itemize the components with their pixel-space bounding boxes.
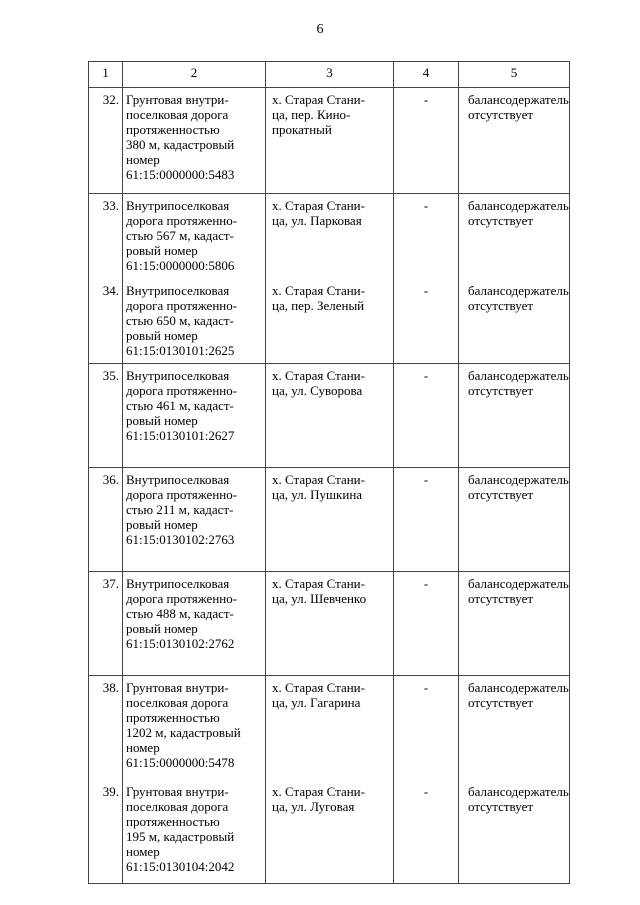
row-number: [89, 572, 123, 676]
cell-line: ца, ул. Гагарина: [272, 695, 361, 710]
cell-line: номер: [126, 152, 160, 167]
cell-line: поселковая дорога: [126, 695, 229, 710]
cell-line: стью 211 м, кадаст-: [126, 502, 234, 517]
col4-value: [394, 572, 459, 676]
header-col-1: 1: [89, 62, 123, 88]
cell-line: протяженностью: [126, 122, 220, 137]
cell-line: ца, ул. Луговая: [272, 798, 355, 814]
table-row: [89, 468, 570, 572]
table-body: [89, 88, 570, 884]
cell-line: ца, пер. Кино-: [272, 107, 351, 122]
col4-text: -: [423, 198, 429, 213]
col4-text: -: [423, 368, 429, 383]
cell-line: отсутствует: [468, 695, 534, 710]
cell-line: Внутрипоселковая: [126, 368, 230, 383]
cell-line: Внутрипоселковая: [126, 282, 230, 298]
cell-line: 1202 м, кадастровый: [126, 725, 241, 740]
cell-line: ца, пер. Зеленый: [272, 297, 365, 313]
road-description: [123, 780, 266, 884]
cell-line: дорога протяженно-: [126, 591, 238, 606]
table-row: [89, 780, 570, 884]
road-address: [266, 88, 394, 194]
cell-line: Внутрипоселковая: [126, 576, 230, 591]
col4-value: [394, 676, 459, 780]
header-col-5: 5: [459, 62, 570, 88]
cell-line: стью 461 м, кадаст-: [126, 398, 234, 413]
cell-line: балансодержатель: [468, 783, 569, 799]
cell-line: балансодержатель: [468, 368, 569, 383]
balance-holder: [459, 194, 570, 279]
cell-line: 61:15:0130101:2625: [126, 342, 235, 358]
road-description: [123, 468, 266, 572]
road-description: [123, 279, 266, 364]
col4-text: -: [423, 282, 429, 298]
table-row: [89, 572, 570, 676]
table-row: [89, 279, 570, 364]
cell-line: номер: [126, 740, 160, 755]
road-address: [266, 468, 394, 572]
road-address: [266, 572, 394, 676]
road-address: [266, 279, 394, 364]
cell-line: 61:15:0130102:2762: [126, 636, 235, 651]
row-number-text: 36.: [102, 472, 119, 487]
cell-line: 61:15:0130102:2763: [126, 532, 235, 547]
row-number: [89, 676, 123, 780]
cell-line: поселковая дорога: [126, 798, 229, 814]
col4-text: -: [423, 472, 429, 487]
cell-line: дорога протяженно-: [126, 487, 238, 502]
road-description: [123, 364, 266, 468]
cell-line: ровый номер: [126, 621, 198, 636]
col4-value: [394, 468, 459, 572]
row-number: [89, 88, 123, 194]
cell-line: ровый номер: [126, 413, 198, 428]
cell-line: Внутрипоселковая: [126, 472, 230, 487]
cell-line: стью 567 м, кадаст-: [126, 228, 234, 243]
cell-line: балансодержатель: [468, 576, 569, 591]
cell-line: х. Старая Стани-: [272, 92, 365, 107]
row-number: [89, 468, 123, 572]
col4-text: -: [423, 92, 429, 107]
table-header-row: [89, 62, 570, 88]
road-address: [266, 364, 394, 468]
col4-value: [394, 88, 459, 194]
cell-line: отсутствует: [468, 487, 534, 502]
cell-line: отсутствует: [468, 213, 534, 228]
cell-line: балансодержатель: [468, 92, 569, 107]
col4-value: [394, 279, 459, 364]
road-description: [123, 676, 266, 780]
table-row: [89, 194, 570, 279]
cell-line: ца, ул. Парковая: [272, 213, 362, 228]
balance-holder: [459, 88, 570, 194]
cell-line: х. Старая Стани-: [272, 368, 365, 383]
col4-text: -: [423, 576, 429, 591]
cell-line: балансодержатель: [468, 198, 569, 213]
cell-line: дорога протяженно-: [126, 213, 238, 228]
page-number: 6: [316, 22, 324, 37]
header-col-2: 2: [123, 62, 266, 88]
row-number-text: 39.: [102, 783, 119, 799]
road-address: [266, 676, 394, 780]
cell-line: отсутствует: [468, 107, 534, 122]
cell-line: прокатный: [272, 122, 332, 137]
cell-line: отсутствует: [468, 798, 534, 814]
row-number-text: 38.: [102, 680, 119, 695]
cell-line: стью 488 м, кадаст-: [126, 606, 234, 621]
row-number: [89, 194, 123, 279]
row-number-text: 37.: [102, 576, 119, 591]
cell-line: х. Старая Стани-: [272, 472, 365, 487]
row-number-text: 34.: [102, 282, 119, 298]
cell-line: х. Старая Стани-: [272, 282, 365, 298]
road-description: [123, 88, 266, 194]
cell-line: ца, ул. Шевченко: [272, 591, 367, 606]
cell-line: Грунтовая внутри-: [126, 680, 229, 695]
balance-holder: [459, 572, 570, 676]
cell-line: х. Старая Стани-: [272, 680, 365, 695]
road-description: [123, 194, 266, 279]
cell-line: протяженностью: [126, 710, 220, 725]
cell-line: балансодержатель: [468, 472, 569, 487]
table-row: [89, 364, 570, 468]
balance-holder: [459, 780, 570, 884]
cell-line: балансодержатель: [468, 680, 569, 695]
row-number: [89, 279, 123, 364]
cell-line: Грунтовая внутри-: [126, 92, 229, 107]
cell-line: дорога протяженно-: [126, 297, 238, 313]
table-row: [89, 676, 570, 780]
cell-line: 61:15:0130101:2627: [126, 428, 235, 443]
header-col-3: 3: [266, 62, 394, 88]
table-row: [89, 88, 570, 194]
cell-line: Грунтовая внутри-: [126, 783, 229, 799]
row-number-text: 32.: [102, 92, 119, 107]
cell-line: х. Старая Стани-: [272, 783, 365, 799]
col4-value: [394, 780, 459, 884]
balance-holder: [459, 676, 570, 780]
cell-line: отсутствует: [468, 297, 534, 313]
cell-line: 195 м, кадастровый: [126, 828, 235, 844]
cell-line: х. Старая Стани-: [272, 576, 365, 591]
registry-table: [88, 61, 570, 884]
cell-line: поселковая дорога: [126, 107, 229, 122]
balance-holder: [459, 279, 570, 364]
cell-line: 61:15:0000000:5478: [126, 755, 235, 770]
cell-line: балансодержатель: [468, 282, 569, 298]
col4-value: [394, 364, 459, 468]
cell-line: ровый номер: [126, 243, 198, 258]
cell-line: 380 м, кадастровый: [126, 137, 235, 152]
col4-value: [394, 194, 459, 279]
cell-line: ровый номер: [126, 327, 198, 343]
cell-line: 61:15:0130104:2042: [126, 858, 235, 874]
road-description: [123, 572, 266, 676]
header-col-4: 4: [394, 62, 459, 88]
row-number-text: 33.: [102, 198, 119, 213]
road-address: [266, 780, 394, 884]
cell-line: ровый номер: [126, 517, 198, 532]
road-address: [266, 194, 394, 279]
cell-line: 61:15:0000000:5806: [126, 258, 235, 273]
row-number: [89, 780, 123, 884]
cell-line: 61:15:0000000:5483: [126, 167, 235, 182]
cell-line: Внутрипоселковая: [126, 198, 230, 213]
col4-text: -: [423, 783, 429, 799]
balance-holder: [459, 468, 570, 572]
cell-line: номер: [126, 843, 160, 859]
cell-line: х. Старая Стани-: [272, 198, 365, 213]
cell-line: ца, ул. Суворова: [272, 383, 363, 398]
balance-holder: [459, 364, 570, 468]
cell-line: протяженностью: [126, 813, 220, 829]
cell-line: стью 650 м, кадаст-: [126, 312, 234, 328]
cell-line: дорога протяженно-: [126, 383, 238, 398]
cell-line: ца, ул. Пушкина: [272, 487, 363, 502]
cell-line: отсутствует: [468, 591, 534, 606]
cell-line: отсутствует: [468, 383, 534, 398]
row-number-text: 35.: [102, 368, 119, 383]
col4-text: -: [423, 680, 429, 695]
row-number: [89, 364, 123, 468]
